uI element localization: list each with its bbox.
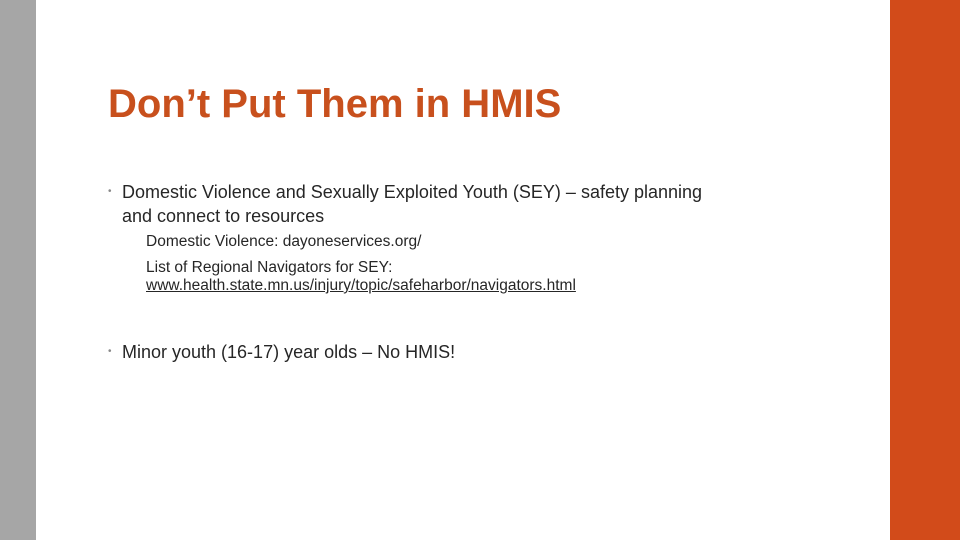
navigators-link[interactable]: www.health.state.mn.us/injury/topic/safeharbor/navigators.html [146, 277, 576, 294]
bullet-text: Domestic Violence and Sexually Exploited Youth (SEY) – safety planning and connect to resources [122, 182, 703, 226]
sub-item-text: List of Regional Navigators for SEY: [146, 259, 393, 276]
right-accent-bar [890, 0, 960, 540]
slide-title: Don’t Put Them in HMIS [108, 82, 562, 126]
sub-item-domestic-violence [128, 233, 688, 251]
bullet-item-minor-youth [108, 340, 722, 364]
bullet-text: Minor youth (16-17) year olds – No HMIS! [122, 342, 456, 362]
sub-item-navigators [128, 259, 688, 295]
bullet-item-domestic-violence [108, 180, 722, 294]
sub-item-text: Domestic Violence: dayoneservices.org/ [146, 233, 422, 250]
sub-bullet-list [128, 233, 688, 295]
bullet-dot-icon: • [108, 346, 112, 357]
left-decorative-bar [0, 0, 36, 540]
bullet-dot-icon: • [108, 186, 112, 197]
